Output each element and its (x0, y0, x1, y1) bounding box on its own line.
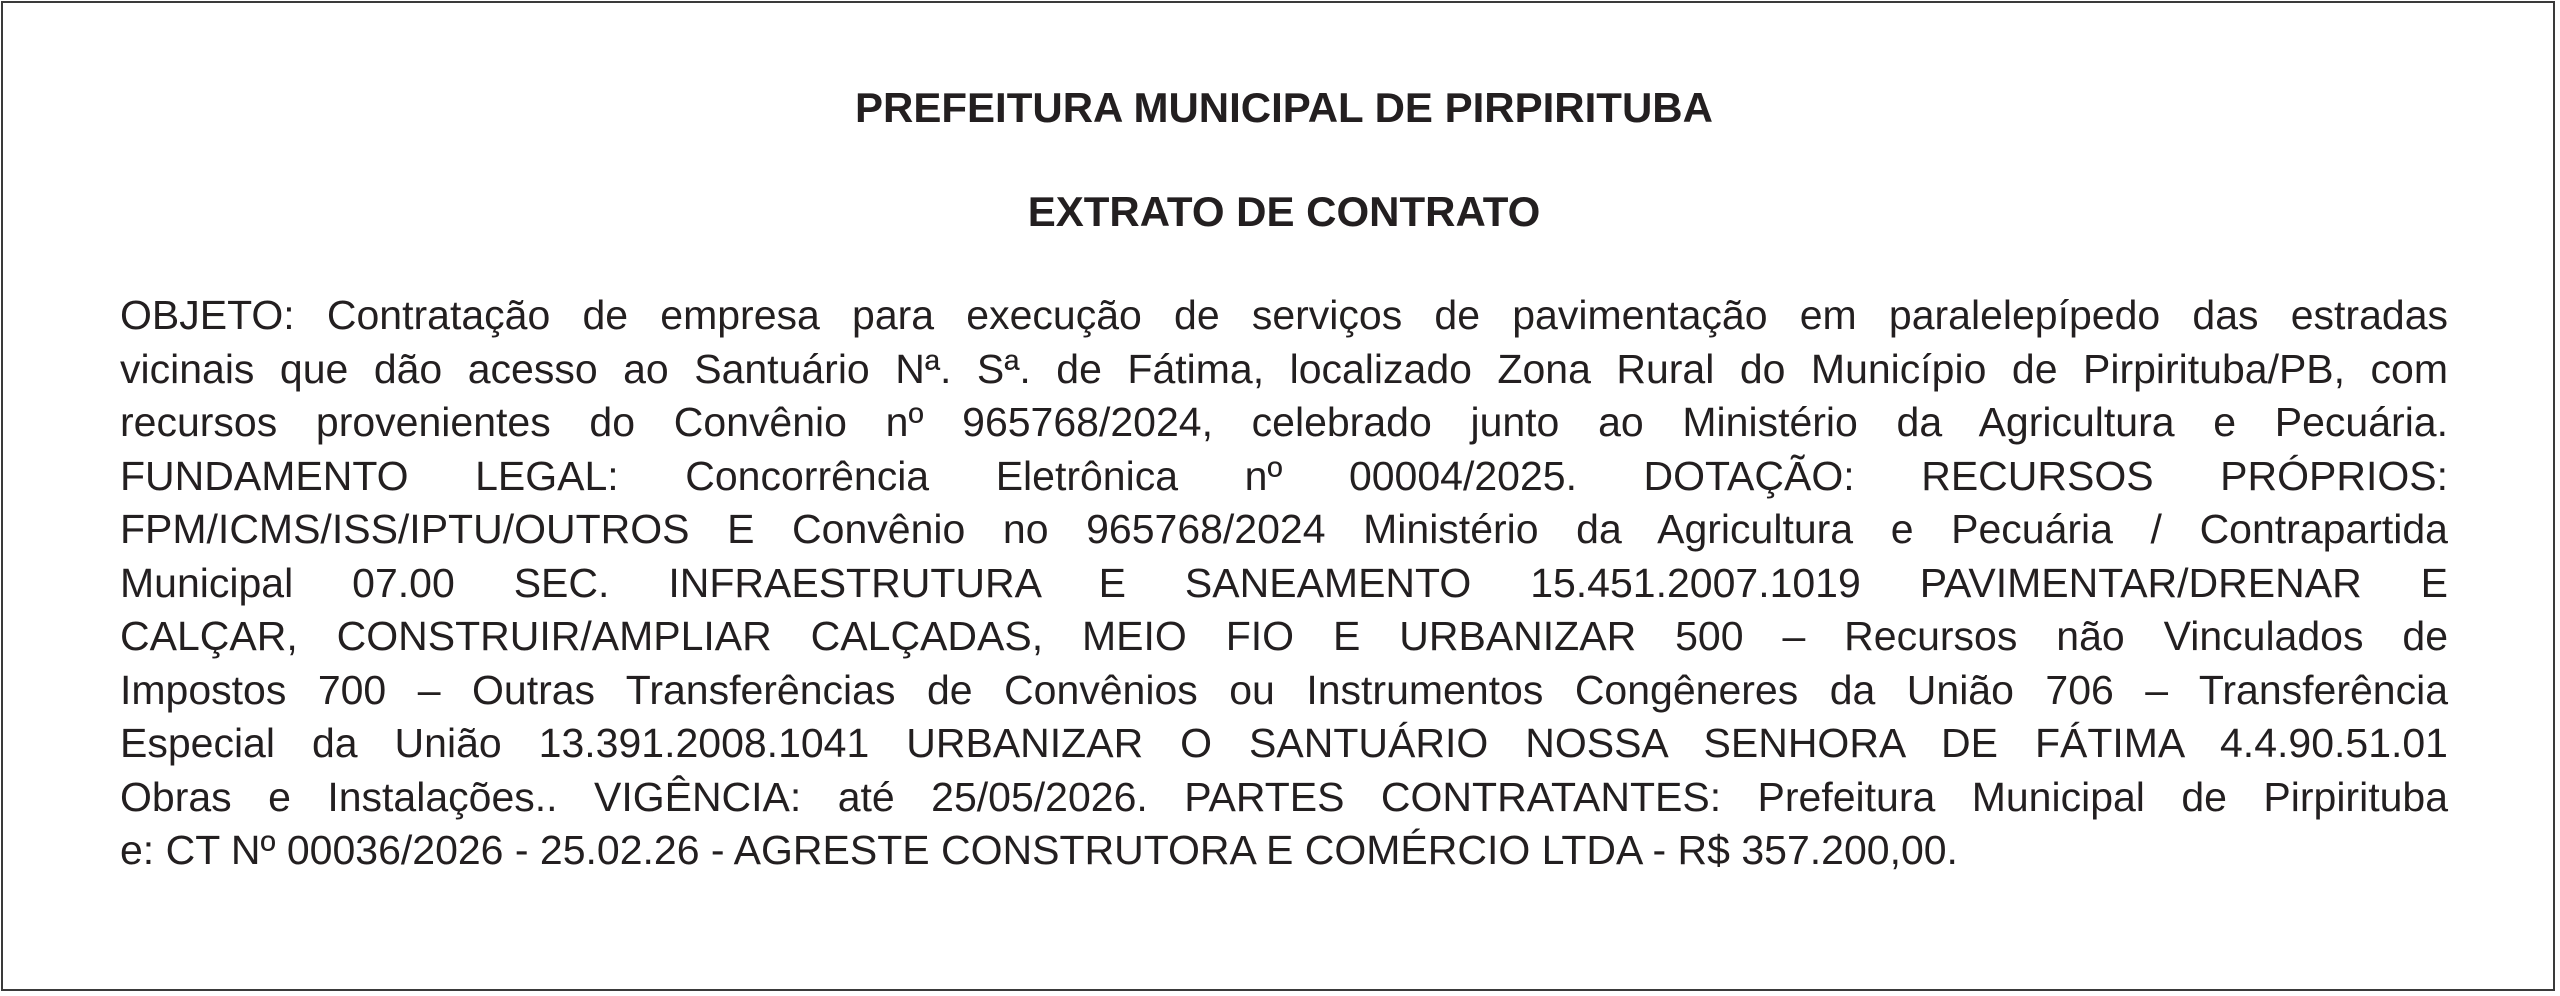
body-line: FPM/ICMS/ISS/IPTU/OUTROS E Convênio no 965768/2024 Ministério da Agricultura e Pecuária / Contrapartida (120, 506, 2448, 552)
body-line: recursos provenientes do Convênio nº 965768/2024, celebrado junto ao Ministério da Agricultura e Pecuária. (120, 399, 2448, 445)
document-title: EXTRATO DE CONTRATO (1027, 188, 1541, 235)
body-line: Especial da União 13.391.2008.1041 URBANIZAR O SANTUÁRIO NOSSA SENHORA DE FÁTIMA 4.4.90.51.01 (120, 720, 2448, 766)
body-line: CALÇAR, CONSTRUIR/AMPLIAR CALÇADAS, MEIO FIO E URBANIZAR 500 – Recursos não Vinculados de (120, 613, 2448, 659)
body-line: vicinais que dão acesso ao Santuário Nª. Sª. de Fátima, localizado Zona Rural do Município de Pirpirituba/PB, com (120, 345, 2448, 392)
body-line: Obras e Instalações.. VIGÊNCIA: até 25/05/2026. PARTES CONTRATANTES: Prefeitura Municipal de Pirpirituba (120, 773, 2448, 820)
document-frame (1, 1, 2555, 991)
body-line: FUNDAMENTO LEGAL: Concorrência Eletrônica nº 00004/2025. DOTAÇÃO: RECURSOS PRÓPRIOS: (120, 452, 2448, 499)
contract-extract-body (120, 289, 2448, 878)
body-line: OBJETO: Contratação de empresa para execução de serviços de pavimentação em paralelepípedo das estradas (120, 292, 2448, 338)
body-line: e: CT Nº 00036/2026 - 25.02.26 - AGRESTE CONSTRUTORA E COMÉRCIO LTDA - R$ 357.200,00. (120, 827, 1958, 873)
document-content (120, 81, 2448, 878)
organization-title: PREFEITURA MUNICIPAL DE PIRPIRITUBA (855, 84, 1713, 131)
body-line: Municipal 07.00 SEC. INFRAESTRUTURA E SANEAMENTO 15.451.2007.1019 PAVIMENTAR/DRENAR E (120, 559, 2448, 606)
body-line: Impostos 700 – Outras Transferências de Convênios ou Instrumentos Congêneres da União 706 – Transferência (120, 666, 2448, 713)
